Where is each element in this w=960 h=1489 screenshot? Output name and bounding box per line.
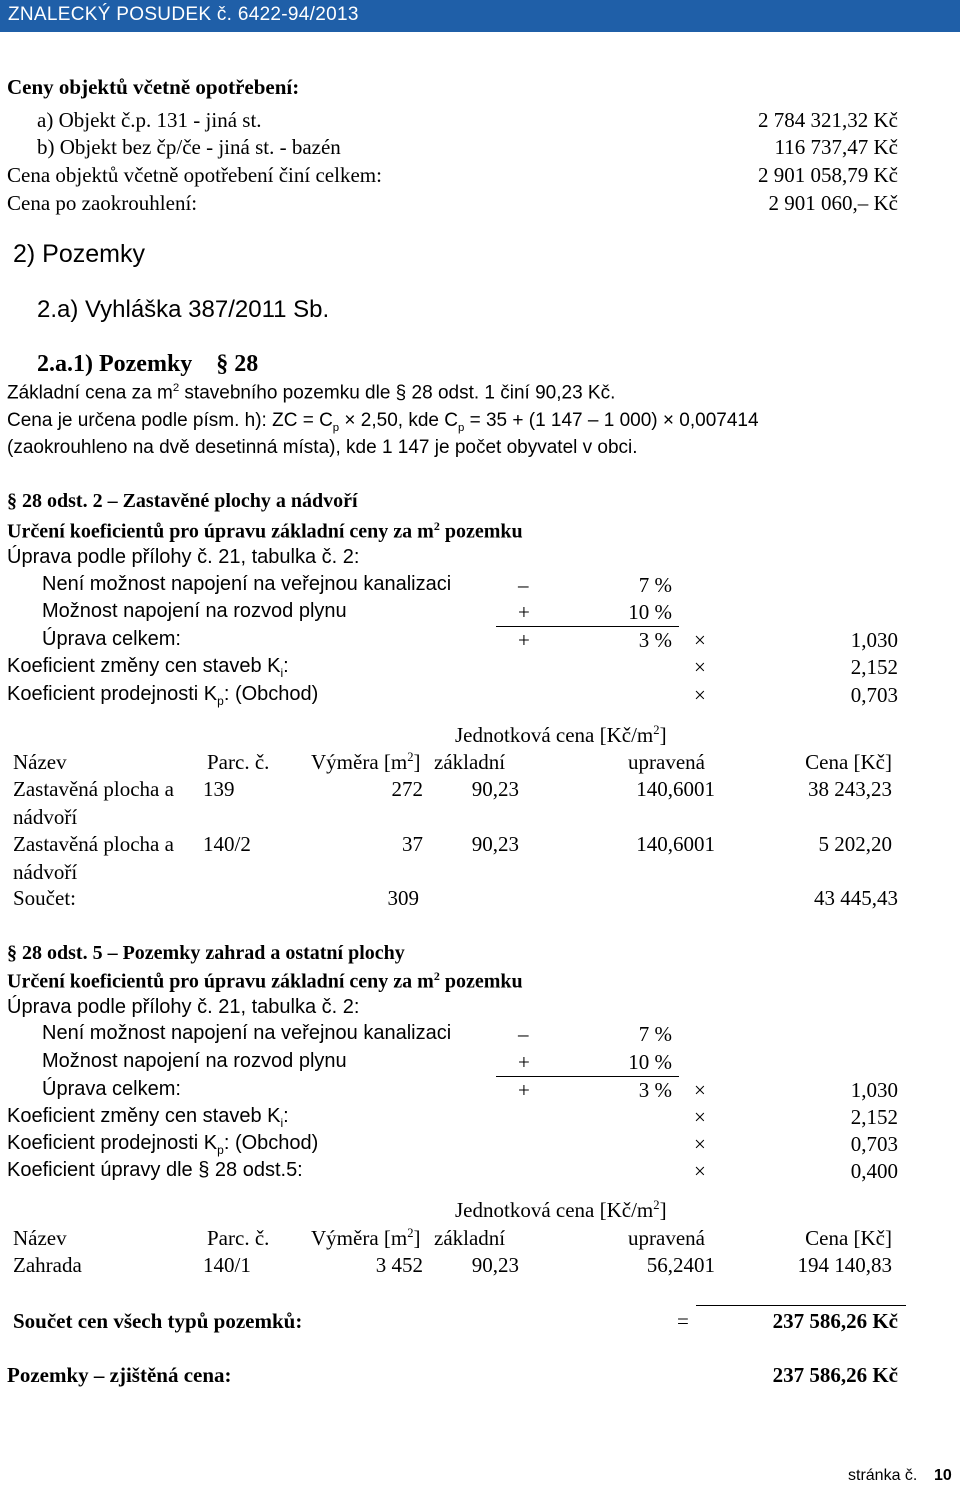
table1-col-name: Název (13, 750, 67, 774)
table1-row2-area: 37 (402, 832, 423, 856)
table1-row1-parc: 139 (203, 777, 235, 801)
block1-adj-pct-1: 7 % (638, 573, 672, 597)
block1-adj-label-1: Není možnost napojení na veřejnou kanalizaci (42, 573, 452, 595)
block2-ki-value: 2,152 (850, 1105, 898, 1129)
table2-row1-parc: 140/1 (203, 1253, 251, 1277)
table1-col-price: Cena [Kč] (805, 750, 892, 774)
table1-col-area: Výměra $[m^2]$ (311, 750, 421, 774)
table1-row1-adj: 140,6001 (636, 777, 715, 801)
table1-row1-price: 38 243,23 (808, 777, 892, 801)
block1-adj-sign-1: – (518, 573, 529, 597)
price-rounded-value: 2 901 060,– Kč (768, 191, 898, 215)
section-heading-vyhlaska: 2.a) Vyhláška 387/2011 Sb. (37, 296, 330, 323)
block2-total-mult: × (694, 1078, 706, 1102)
block2-adj-pct-2: 10 % (628, 1050, 672, 1074)
block2-ku-mult: × (694, 1159, 706, 1183)
table2-row1-price: 194 140,83 (797, 1253, 892, 1277)
table1-col-parc: Parc. č. (207, 750, 270, 774)
table1-col-adj: upravená (628, 750, 705, 774)
table2-col-adj: upravená (628, 1226, 705, 1250)
table2-row1-name: Zahrada (13, 1253, 82, 1277)
table1-row2-name-cont: nádvoří (13, 860, 78, 884)
block1-adj-label-2: Možnost napojení na rozvod plynu (42, 600, 347, 622)
block2-coef-heading: Určení koeficientů pro úpravu základní ceny za $m^2$ pozemku (7, 969, 523, 993)
price-value-a: 2 784 321,32 Kč (758, 108, 898, 132)
price-rounded-label: Cena po zaokrouhlení: (7, 191, 198, 215)
header-bar (0, 0, 960, 32)
subsection-heading: 2.a.1) Pozemky § 28 (37, 351, 259, 377)
table1-row2-name: Zastavěná plocha a (13, 832, 174, 856)
block2-kp-label: Koeficient prodejnosti $K_p$: (Obchod) (7, 1132, 319, 1157)
page-number-label: stránka č. (848, 1467, 918, 1484)
formula-note: (zaokrouhleno na dvě desetinná místa), kde 1 147 je počet obyvatel v obci. (7, 437, 638, 458)
summary-total-eq: = (677, 1309, 689, 1333)
block2-total-label: Úprava celkem: (42, 1078, 181, 1100)
block1-total-sign: + (518, 628, 530, 652)
summary-total-value: 237 586,26 Kč (772, 1309, 898, 1333)
table1-col-base: základní (434, 750, 506, 774)
block2-ki-mult: × (694, 1105, 706, 1129)
table1-row1-name-cont: nádvoří (13, 805, 78, 829)
block1-ki-value: 2,152 (850, 655, 898, 679)
summary-divider (696, 1305, 906, 1306)
price-total-value: 2 901 058,79 Kč (758, 163, 898, 187)
block1-ki-mult: × (694, 655, 706, 679)
table1-row1-base: 90,23 (471, 777, 519, 801)
formula-text: Cena je určena podle písm. h): ZC = $C_p \times 2,50$, kde $C_p = 35 + (1$ 147 – 1 000) × 0,007414 (7, 410, 759, 434)
block2-adjust-note: Úprava podle přílohy č. 21, tabulka č. 2: (7, 996, 360, 1018)
block1-adj-sign-2: + (518, 600, 530, 624)
table2-row1-adj: 56,2401 (646, 1253, 715, 1277)
table2-col-area: Výměra $[m^2]$ (311, 1226, 421, 1250)
block2-ki-label: Koeficient změny cen staveb $K_i$: (7, 1105, 289, 1130)
block1-total-pct: 3 % (638, 628, 672, 652)
block1-adj-divider (496, 626, 679, 627)
table2-col-price: Cena [Kč] (805, 1226, 892, 1250)
table2-col-base: základní (434, 1226, 506, 1250)
prices-heading: Ceny objektů včetně opotřebení: (7, 75, 300, 99)
page-number: 10 (934, 1467, 952, 1484)
block2-total-coef: 1,030 (850, 1078, 898, 1102)
block1-total-coef: 1,030 (850, 628, 898, 652)
table1-row2-base: 90,23 (471, 832, 519, 856)
block1-kp-label: Koeficient prodejnosti $K_p$: (Obchod) (7, 683, 319, 708)
table2-unit-header: Jednotková cena $[Kč/m^2]$ (455, 1198, 667, 1222)
block1-coef-heading: Určení koeficientů pro úpravu základní ceny za $m^2$ pozemku (7, 519, 523, 543)
block1-kp-mult: × (694, 683, 706, 707)
block2-adj-sign-2: + (518, 1050, 530, 1074)
block2-kp-mult: × (694, 1132, 706, 1156)
block2-total-sign: + (518, 1078, 530, 1102)
table2-row1-area: 3 452 (375, 1253, 423, 1277)
price-value-b: 116 737,47 Kč (774, 135, 898, 159)
summary-total-label: Součet cen všech typů pozemků: (13, 1309, 303, 1333)
price-total-label: Cena objektů včetně opotřebení činí celkem: (7, 163, 382, 187)
block2-adj-sign-1: – (518, 1022, 529, 1046)
table1-row2-parc: 140/2 (203, 832, 251, 856)
block2-heading: § 28 odst. 5 – Pozemky zahrad a ostatní plochy (7, 942, 405, 964)
table1-unit-header: Jednotková cena $[Kč/m^2]$ (455, 723, 667, 747)
block2-total-pct: 3 % (638, 1078, 672, 1102)
final-price-label: Pozemky – zjištěná cena: (7, 1363, 232, 1387)
table1-row1-area: 272 (391, 777, 423, 801)
block1-total-mult: × (694, 628, 706, 652)
table1-row2-adj: 140,6001 (636, 832, 715, 856)
block2-ku-label: Koeficient úpravy dle § 28 odst.5: (7, 1159, 303, 1181)
block1-adj-pct-2: 10 % (628, 600, 672, 624)
table1-row1-name: Zastavěná plocha a (13, 777, 174, 801)
block1-kp-value: 0,703 (850, 683, 898, 707)
block1-total-label: Úprava celkem: (42, 628, 181, 650)
block2-adj-label-1: Není možnost napojení na veřejnou kanalizaci (42, 1022, 452, 1044)
block1-ki-label: Koeficient změny cen staveb $K_i$: (7, 655, 289, 680)
block2-adj-label-2: Možnost napojení na rozvod plynu (42, 1050, 347, 1072)
final-price-value: 237 586,26 Kč (772, 1363, 898, 1387)
block2-adj-pct-1: 7 % (638, 1022, 672, 1046)
block1-adjust-note: Úprava podle přílohy č. 21, tabulka č. 2: (7, 546, 360, 568)
block2-ku-value: 0,400 (850, 1159, 898, 1183)
table1-sum-area: 309 (387, 886, 419, 910)
block2-adj-divider (496, 1076, 679, 1077)
block1-heading: § 28 odst. 2 – Zastavěné plochy a nádvoří (7, 490, 358, 512)
price-label-a: a) Objekt č.p. 131 - jiná st. (37, 108, 262, 132)
table1-sum-label: Součet: (13, 886, 76, 910)
table1-sum-price: 43 445,43 (814, 886, 898, 910)
price-label-b: b) Objekt bez čp/če - jiná st. - bazén (37, 135, 341, 159)
table2-row1-base: 90,23 (471, 1253, 519, 1277)
section-heading-pozemky: 2) Pozemky (13, 240, 145, 268)
document-title: ZNALECKÝ POSUDEK č. 6422-94/2013 (8, 4, 359, 25)
block2-kp-value: 0,703 (850, 1132, 898, 1156)
table2-col-parc: Parc. č. (207, 1226, 270, 1250)
base-price-text: Základní cena za $m^2$ stavebního pozemku dle § 28 odst. 1 činí 90,23 Kč. (7, 382, 616, 404)
table1-row2-price: 5 202,20 (818, 832, 892, 856)
table2-col-name: Název (13, 1226, 67, 1250)
